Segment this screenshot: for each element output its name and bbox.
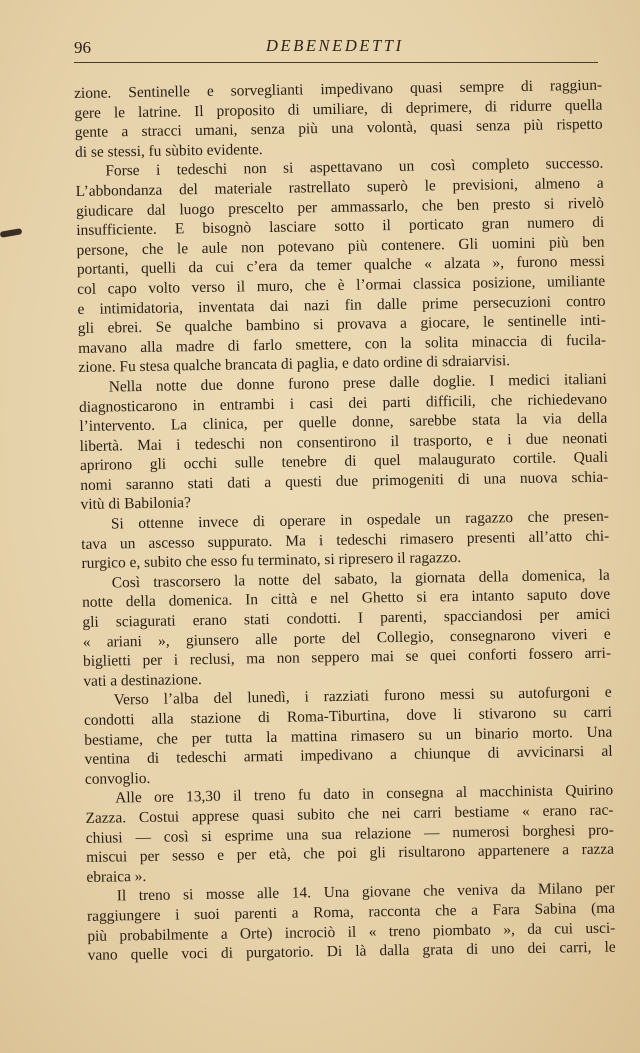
text-line: vati a destinazione. [83, 670, 202, 690]
text-line: giudicare dal luogo prescelto per ammassarlo, che ben presto si rivelò [75, 194, 605, 220]
text-line: diagnosticarono in entrambi i casi dei parti difficili, che richiedevano [78, 390, 608, 416]
text-line: convoglio. [84, 769, 151, 788]
text-line: Nella notte due donne furono prese dalle doglie. I medici italiani [108, 370, 607, 396]
text-line: notte della domenica. In città e nel Ghetto si era intanto saputo dove [82, 586, 611, 612]
margin-ink-mark [0, 228, 22, 238]
text-line: portanti, quelli da cui c’era da temer qualche « alzata », furono messi [76, 253, 605, 279]
page-number: 96 [74, 38, 91, 57]
text-line: condotti alla stazione di Roma-Tiburtina, dove li stivarono su carri [83, 703, 613, 729]
text-line: Il treno si mosse alle 14. Una giovane che veniva da Milano per [116, 879, 615, 905]
text-line: nomi saranno stati dati a questi due primogeniti di una nuova schia- [80, 468, 609, 494]
text-line: Verso l’alba del lunedì, i razziati furono messi su autofurgoni e [113, 684, 612, 709]
text-line: L’abbondanza del materiale rastrellato superò le previsioni, almeno a [75, 174, 604, 200]
text-line: bestiame, che per tutta la mattina rimasero su un binario morto. Una [84, 723, 613, 749]
text-line: biglietti per i reclusi, ma non seppero mai se quei conforti fossero arri- [82, 644, 612, 671]
body-text [74, 76, 616, 966]
text-line: Così trascorsero la notte del sabato, la giornata della domenica, la [111, 566, 610, 592]
text-line: zione. Fu stesa qualche brancata di paglia, e dato ordine di sdraiarvisi. [78, 352, 511, 377]
text-line: gente a stracci umani, senza più una volontà, quasi senza più rispetto [74, 115, 603, 142]
text-line: « ariani », giunsero alle porte del Collegio, consegnarono viveri e [82, 625, 611, 651]
text-line: col capo volto verso il muro, che è l’ormai classica posizione, umiliante [77, 272, 606, 298]
text-line: gere le latrine. Il proposito di umiliare, di deprimere, di ridurre quella [74, 96, 603, 122]
text-line: aprirono gli occhi sulle tenebre di quel malaugurato cortile. Quali [79, 448, 609, 475]
text-line: ebraica ». [86, 867, 147, 886]
text-line: libertà. Mai i tedeschi non consentirono il trasporto, e i due neonati [79, 429, 608, 455]
text-line: raggiungere i suoi parenti a Roma, racconta che a Fara Sabina (ma [86, 899, 616, 925]
text-line: chiusi — così si esprime una sua relazione — numerosi borghesi pro- [85, 821, 614, 847]
text-line: tava un ascesso suppurato. Ma i tedeschi rimasero presenti all’atto chi- [81, 527, 610, 553]
text-line: gli ebrei. Se qualche bambino si provava a giocare, le sentinelle inti- [77, 311, 606, 338]
text-line: rurgico e, subito che esso fu terminato, si ripresero il ragazzo. [81, 549, 462, 573]
text-line: persone, che le aule non potevano più contenere. Gli uomini più ben [76, 233, 605, 259]
text-line: Alle ore 13,30 il treno fu dato in consegna al macchinista Quirino [115, 781, 614, 807]
header-rule [74, 62, 598, 63]
text-line: Zazza. Costui apprese quasi subito che nei carri bestiame « erano rac- [85, 801, 614, 827]
text-line: Si ottenne invece di operare in ospedale un ragazzo che presen- [110, 507, 609, 533]
text-line: miscui per sesso e per età, che poi gli risultarono appartenere a razza [86, 840, 615, 867]
text-line: vano quelle voci di purgatorio. Di là dalla grata di uno dei carri, le [87, 938, 616, 965]
text-line: di se stessi, fu sùbito evidente. [74, 140, 263, 161]
text-line: Forse i tedeschi non si aspettavano un così completo successo. [105, 155, 604, 180]
text-line: più probabilmente a Orte) incrociò il « treno piombato », da cui usci- [87, 919, 616, 945]
text-line: insufficiente. E bisognò lasciare sotto il porticato gran numero di [76, 213, 605, 240]
text-line: ventina di tedeschi armati impedivano a chiunque di avvicinarsi al [84, 742, 613, 769]
running-head: DEBENEDETTI [266, 36, 404, 55]
text-line: vitù di Babilonia? [80, 494, 192, 514]
text-line: zione. Sentinelle e sorveglianti impedivano quasi sempre di raggiun- [74, 76, 603, 102]
text-line: e intimidatoria, inventata dai nazi fin dalle prime persecuzioni contro [77, 292, 606, 318]
text-line: gli sciagurati erano stati condotti. I parenti, spacciandosi per amici [82, 605, 611, 631]
text-line: l’intervento. La clinica, per quelle donne, sarebbe stata la via della [79, 409, 608, 436]
text-line: mavano alla madre di farlo smettere, con la solita minaccia di fucila- [78, 331, 607, 357]
